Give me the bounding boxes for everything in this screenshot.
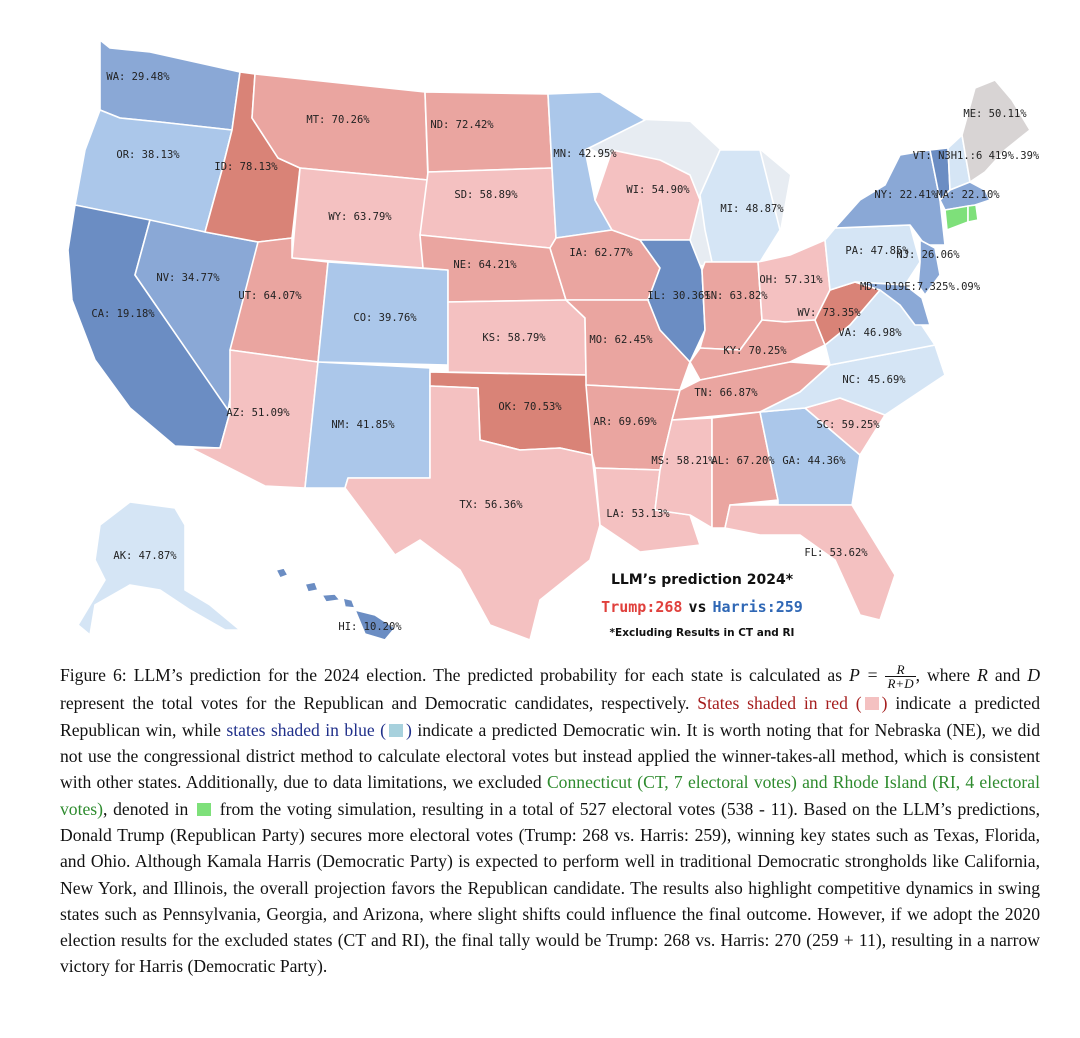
state-label-wi: WI: 54.90% [626,184,690,196]
state-ri-excluded [968,205,978,222]
state-label-az: AZ: 51.09% [226,407,290,419]
state-label-ut: UT: 64.07% [238,290,302,302]
caption-p5: , denoted in [103,798,189,819]
var-r: R [977,665,988,685]
caption-p4: indicate a predicted Democratic win. It is worth noting that for Nebraska (NE), we did not use the congressional district method to calculate electoral votes but instead applied the winner-takes-all method, which is consistent with other states. Additionally, due to data limitations, we excluded [60,719,1040,793]
score-line [601,598,803,616]
caption-p2c: represent the total votes for the Republican and Democratic candidates, respectively. [60,693,690,714]
state-label-ga: GA: 44.36% [782,455,846,467]
figure-caption: Figure 6: LLM’s prediction for the 2024 election. The predicted probability for each state is calculated as P = $\frac{R}{R+D}$ , where R and D represent the total votes for the Republican and Democratic candidates, respectively. States shaded in red ( ) indicate a predicted Republican win, while states shaded in blue ( ) indicate a predicted Democratic win. It is worth noting that for Nebraska (NE), we did not use the congressional district method to calculate electoral votes but instead applied the winner-takes-all method, which is consistent with other states. Additionally, due to data limitations, we excluded Connecticut (CT, 7 electoral votes) and Rhode Island (RI, 4 electoral votes), denoted in from the voting simulation, resulting in a total of 527 electoral votes (538 - 11). Based on the LLM’s predictions, Donald Trump (Republican Party) secures more electoral votes (Trump: 268 vs. Harris: 259), winning key states such as Texas, Florida, and Ohio. Although Kamala Harris (Democratic Party) is expected to perform well in traditional Democratic strongholds like California, New York, and Illinois, the overall projection favors the Republican candidate. The results also highlight competitive dynamics in swing states such as Pennsylvania, Georgia, and Arizona, where slight shifts could influence the final outcome. However, if we adopt the 2020 election results for the excluded states (CT and RI), the final tally would be Trump: 268 vs. Harris: 270 (259 + 11), resulting in a narrow victory for Harris (Democratic Party). [60,662,1041,977]
state-label-ak: AK: 47.87% [113,550,177,562]
state-label-oh: OH: 57.31% [759,274,823,286]
state-label-ms: MS: 58.21% [651,455,715,467]
state-sd [420,168,556,248]
state-label-sc: SC: 59.25% [816,419,880,431]
state-label-in: IN: 63.82% [704,290,768,302]
state-label-mi: MI: 48.87% [720,203,784,215]
state-label-la: LA: 53.13% [606,508,670,520]
state-label-ia: IA: 62.77% [569,247,633,259]
state-label-ks: KS: 58.79% [482,332,546,344]
state-label-ky: KY: 70.25% [723,345,787,357]
state-label-mo: MO: 62.45% [589,334,653,346]
state-label-il: IL: 30.36% [647,290,711,302]
state-nd [425,92,552,172]
state-label-nj: NJ: 26.06% [896,249,960,261]
state-label-ok: OK: 70.53% [498,401,562,413]
green-text: Connecticut (CT, 7 electoral votes) and Rhode Island (RI, 4 electoral votes) [60,772,1040,819]
state-label-sd: SD: 58.89% [454,189,518,201]
caption-p2b: and [994,665,1021,685]
state-label-ma: MA: 22.10% [936,189,1000,201]
exclusion-note: *Excluding Results in CT and RI [609,627,795,639]
state-label-vt-nh: VT: N3H1.:6 419%.39% [912,150,1040,162]
state-label-fl: FL: 53.62% [804,547,868,559]
state-label-pa: PA: 47.85% [845,245,909,257]
state-label-nc: NC: 45.69% [842,374,906,386]
red-text: States shaded in red ( [697,693,862,714]
state-label-tn: TN: 66.87% [694,387,758,399]
blue-text: states shaded in blue ( [226,719,387,740]
vs-label: vs [688,598,707,616]
green-swatch [197,803,211,816]
state-ct-excluded [945,206,968,230]
state-label-wv: WV: 73.35% [797,307,861,319]
state-label-or: OR: 38.13% [116,149,180,161]
state-label-ca: CA: 19.18% [91,308,155,320]
state-label-md-de-dc: MD: D19E:7.325%.09% [859,281,981,293]
state-label-nm: NM: 41.85% [331,419,395,431]
state-label-nd: ND: 72.42% [430,119,494,131]
map-title: LLM’s prediction 2024* [610,572,794,588]
caption-p6: from the voting simulation, resulting in a total of 527 electoral votes (538 - 11). Based on the LLM’s predictions, Donald Trump (Republican Party) secures more electoral votes (Trump: 268 vs. Harris: 259), winning key states such as Texas, Florida, and Ohio. Although Kamala Harris (Democratic Party) is expected to perform well in traditional Democratic strongholds like California, New York, and Illinois, the overall projection favors the Republican candidate. The results also highlight competitive dynamics in swing states such as Pennsylvania, Georgia, and Arizona, where slight shifts could influence the final outcome. However, if we adopt the 2020 election results for the excluded states (CT and RI), the final tally would be Trump: 268 vs. Harris: 270 (259 + 11), resulting in a narrow victory for Harris (Democratic Party). [60,798,1041,977]
state-me [962,80,1030,182]
caption-p1: Figure 6: LLM’s prediction for the 2024 election. The predicted probability for each state is calculated as [60,665,843,685]
state-label-mt: MT: 70.26% [306,114,370,126]
state-label-tx: TX: 56.36% [459,499,523,511]
eq-fraction [885,663,915,690]
eq-numerator: R [885,663,915,677]
state-label-wa: WA: 29.48% [106,71,170,83]
eq-lhs: P = [849,665,879,685]
state-wa [100,40,240,130]
blue-swatch [389,724,403,737]
state-label-wy: WY: 63.79% [328,211,392,223]
state-label-mn: MN: 42.95% [553,148,617,160]
eq-denominator: R+D [887,676,914,692]
state-label-ny: NY: 22.41% [874,189,938,201]
trump-score: Trump:268 [601,598,683,616]
state-label-id: ID: 78.13% [214,161,278,173]
harris-score: Harris:259 [712,598,803,616]
red-swatch [865,697,879,710]
state-label-nv: NV: 34.77% [156,272,220,284]
state-label-me: ME: 50.11% [963,108,1027,120]
state-label-hi: HI: 10.20% [338,621,402,633]
state-label-ne: NE: 64.21% [453,259,517,271]
caption-p3: indicate a predicted Republican win, while [60,693,1041,740]
state-label-al: AL: 67.20% [711,455,775,467]
state-label-va: VA: 46.98% [838,327,902,339]
caption-p2a: where [927,665,971,685]
red-close: ) [881,693,888,714]
state-ak [78,502,240,635]
state-label-co: CO: 39.76% [353,312,417,324]
var-d: D [1027,665,1041,685]
state-label-ar: AR: 69.69% [593,416,657,428]
blue-close: ) [406,719,412,740]
